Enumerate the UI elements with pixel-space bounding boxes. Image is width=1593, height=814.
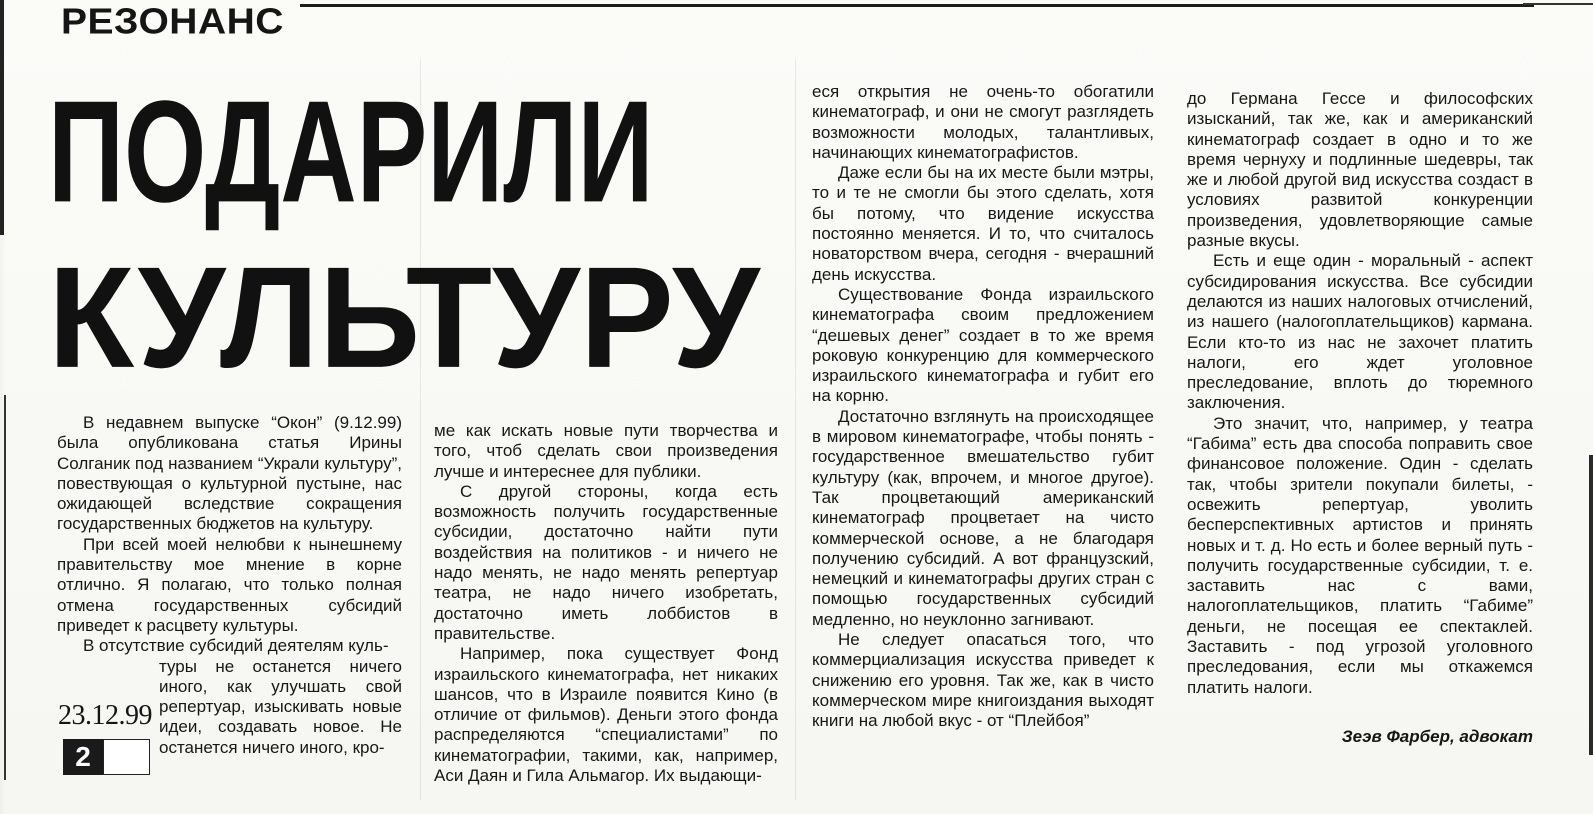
paragraph: Существование Фонда израильского кинематографа своим предложением “дешевых денег” создает в то же время роковую конкуренцию для коммерческого израильского кинематографа и губит его на корню. [812,284,1154,406]
paragraph: Например, пока существует Фонд израильского кинематографа, нет никаких шансов, что в Израиле появится Кино (в отличие от фильмов). Деньги этого фонда распределяются “специалистами” по кинематографии, такими, как, например, Аси Даян и Гила Альмагор. Их выдающи- [434,644,778,786]
headline-line-2: КУЛЬТУРУ [48,236,760,398]
top-rule [300,4,1534,7]
article-column-4 [1187,89,1533,698]
headline-line-1: ПОДАРИЛИ [48,70,654,233]
paragraph: В отсутствие субсидий деятелям куль- [83,636,389,656]
paragraph: Не следует опасаться того, что коммерциализация искусства приведет к снижению его уровня. Так же, как в чисто коммерческом мире книгоиздания выходят книги на любой вкус - от “Плейбоя” [812,630,1154,731]
author-byline: Зеэв Фарбер, адвокат [1341,727,1533,746]
paragraph: Достаточно взглянуть на происходящее в мировом кинематографе, чтобы понять - государственное вмешательство губит культуру (как, впрочем, и многое другое). Так процветающий американский кинематограф процветает на чисто коммерческой основе, а не благодаря получению субсидий. А вот французский, немецкий и кинематографы других стран с помощью государственных субсидий медленно, но неуклонно загнивают. [812,406,1154,629]
paragraph: В недавнем выпуске “Окон” (9.12.99) была опубликована статья Ирины Солганик под названием “Украли культуру”, повествующая о культурной пустыне, нас ожидающей вследствие сокращения государственных бюджетов на культуру. [57,413,402,534]
paragraph: еся открытия не очень-то обогатили кинематограф, и они не смогут разглядеть возможности молодых, талантливых, начинающих кинематографистов. [812,82,1154,162]
section-rubric: РЕЗОНАНС [61,2,284,42]
paragraph-wrapped: туры не останется ничего иного, как улучшать свой репертуар, изыскивать новые идеи, создавать новое. Не останется ничего иного, кро- [159,656,402,757]
article-column-2 [434,421,778,786]
top-rule-tail [1523,3,1593,5]
paragraph: до Германа Гессе и философских изысканий, так же, как и американский кинематограф создает в одно и то же время чернуху и подлинные шедевры, так же и любой другой вид искусства создаст в условиях развитой конкуренции произведения, удовлетворяющие самые разные вкусы. [1187,89,1533,251]
right-edge-rule [1589,455,1593,755]
paragraph: С другой стороны, когда есть возможность получить государственные субсидии, достаточно найти пути воздействия на политиков - и ничего не надо менять, не надо менять репертуар театра, не надо ничего изобретать, достаточно иметь лоббистов в правительстве. [434,481,778,643]
page-number-box [103,739,150,775]
paragraph: Даже если бы на их месте были мэтры, то и те не смогли бы этого сделать, хотя бы потому, что видение искусства постоянно меняется. И то, что считалось новаторством вчера, сегодня - вчерашний день искусства. [812,163,1154,284]
issue-date: 23.12.99 [58,700,152,731]
paragraph: При всей моей нелюбви к нынешнему правительству мое мнение в корне отлично. Я полагаю, что только полная отмена государственных субсидий приведет к расцвету культуры. [57,534,402,635]
column-fold-line [795,60,796,800]
page-number: 2 [63,739,103,775]
left-edge-rule [0,0,4,235]
paragraph: Это значит, что, например, у театра “Габима” есть два способа поправить свое финансовое положение. Один - сделать так, чтобы зрители покупали билеты, - освежить репертуар, уволить бесперспективных артистов и принять новых и т. д. Но есть и более верный путь - получить государственные субсидии, т. е. заставить нас с вами, налогоплательщиков, платить “Габиме” деньги, не посещая ее спектаклей. Заставить - под угрозой уголовного преследования, если мы откажемся платить налоги. [1187,413,1533,697]
article-column-3 [812,82,1154,732]
left-margin-rule [4,395,6,780]
paragraph: Есть и еще один - моральный - аспект субсидирования искусства. Все субсидии делаются из наших налоговых отчислений, из нашего (налогоплательщиков) кармана. Если кто-то из нас не захочет платить налоги, его ждет уголовное преследование, вплоть до тюремного заключения. [1187,251,1533,413]
paragraph: ме как искать новые пути творчества и того, чтоб сделать свои произведения лучше и интереснее для публики. [434,421,778,481]
